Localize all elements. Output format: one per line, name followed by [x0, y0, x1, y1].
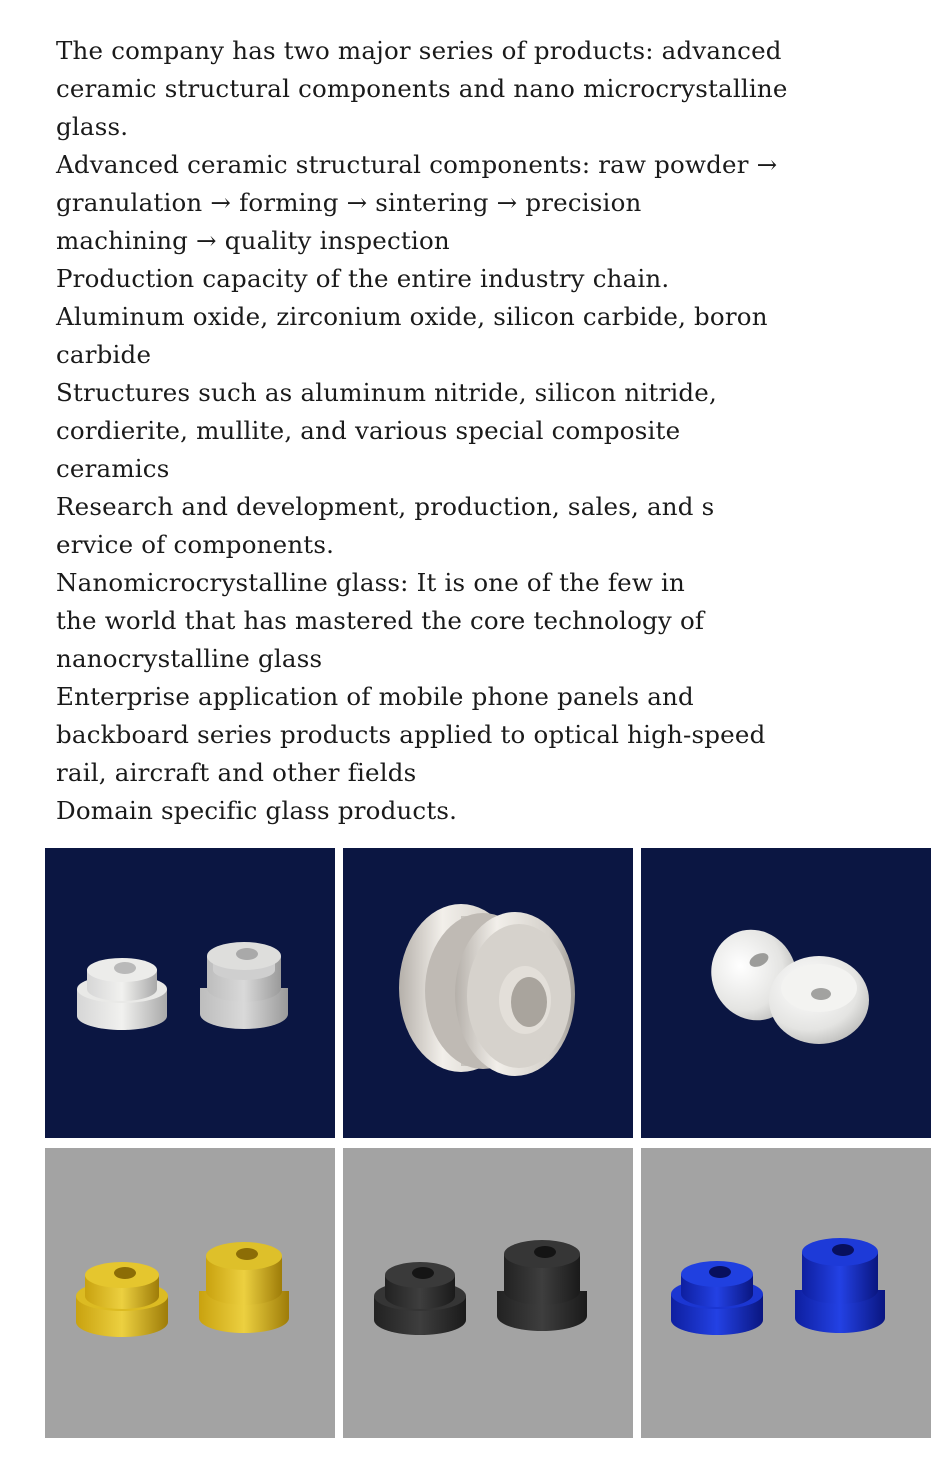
description-line: Production capacity of the entire industry chain. [56, 264, 670, 293]
description-line: ceramics [56, 454, 170, 483]
description-line: cordierite, mullite, and various special composite [56, 416, 681, 445]
white-bushings-image [45, 848, 335, 1138]
description-line: ervice of components. [56, 530, 335, 559]
description-line: Domain specific glass products. [56, 796, 458, 825]
white-domes-image [641, 848, 931, 1138]
description-line: Aluminum oxide, zirconium oxide, silicon carbide, boron [56, 302, 768, 331]
white-pulley-image [343, 848, 633, 1138]
description-line: carbide [56, 340, 152, 369]
description-line: Nanomicrocrystalline glass: It is one of the few in [56, 568, 685, 597]
description-line: Structures such as aluminum nitride, silicon nitride, [56, 378, 717, 407]
description-line: ceramic structural components and nano microcrystalline [56, 74, 788, 103]
description-line: rail, aircraft and other fields [56, 758, 417, 787]
black-bushings-image [343, 1148, 633, 1438]
description-line: nanocrystalline glass [56, 644, 323, 673]
description-line: backboard series products applied to optical high-speed [56, 720, 766, 749]
blue-bushings-image [641, 1148, 931, 1438]
product-description [56, 32, 916, 830]
description-line: the world that has mastered the core technology of [56, 606, 705, 635]
description-line: granulation → forming → sintering → precision [56, 188, 642, 217]
description-line: Enterprise application of mobile phone panels and [56, 682, 694, 711]
description-line: glass. [56, 112, 129, 141]
description-line: machining → quality inspection [56, 226, 450, 255]
product-image-grid [45, 848, 931, 1438]
yellow-bushings-image [45, 1148, 335, 1438]
description-line: Advanced ceramic structural components: raw powder → [56, 150, 778, 179]
description-line: The company has two major series of products: advanced [56, 36, 782, 65]
description-line: Research and development, production, sales, and s [56, 492, 715, 521]
